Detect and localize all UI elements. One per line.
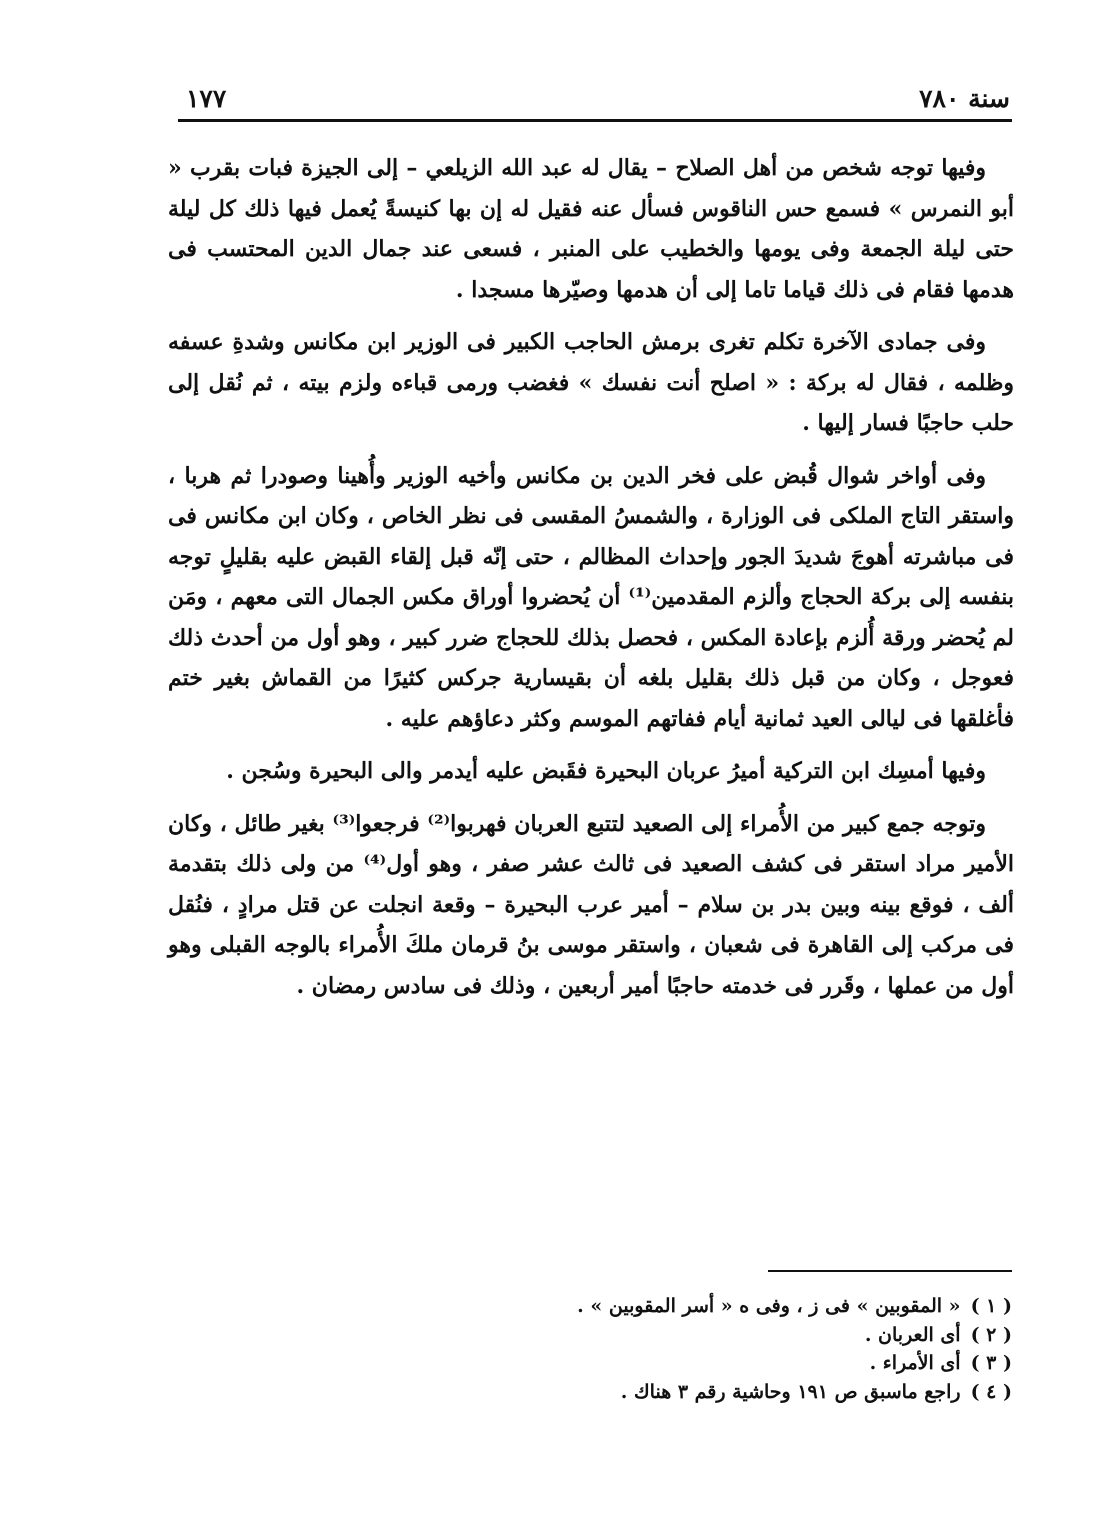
paragraph: وفيها توجه شخص من أهل الصلاح – يقال له عبد الله الزيلعي – إلى الجيزة فبات بقرب « أبو النمرس » فسمع حس الناقوس فسأل عنه فقيل له إن بها كنيسةً يُعمل فيها ذلك كل ليلة حتى ليلة الجمعة وفى يومها والخطيب على المنبر ، فسعى عند جمال الدين المحتسب فى هدمها فقام فى ذلك قياما تاما إلى أن هدمها وصيّرها مسجدا . (168, 155, 1014, 303)
paragraph: وفيها أمسِك ابن التركية أميرُ عربان البحيرة فقَبض عليه أيدمر والى البحيرة وسُجن . (226, 758, 986, 784)
main-text (168, 148, 1014, 1018)
footnote (400, 1349, 1012, 1378)
header-rule (178, 119, 1012, 122)
year-label: سنة ٧٨٠ (919, 84, 1010, 113)
footnote (400, 1292, 1012, 1321)
footnote-number: ( ١ ) (970, 1295, 1012, 1317)
page-header (178, 80, 1010, 120)
footnote-text: أى الأمراء . (869, 1352, 961, 1374)
footnote (400, 1321, 1012, 1350)
paragraph: وتوجه جمع كبير من الأُمراء إلى الصعيد لتتبع العربان فهربوا⁽²⁾ فرجعوا⁽³⁾ بغير طائل ، وكان الأمير مراد استقر فى كشف الصعيد فى ثالث عشر صفر ، وهو أول⁽⁴⁾ من ولى ذلك بتقدمة ألف ، فوقع بينه وبين بدر بن سلام – أمير عرب البحيرة – وقعة انجلت عن قتل مرادٍ ، فنُقل فى مركب إلى القاهرة فى شعبان ، واستقر موسى بنُ قرمان ملكَ الأُمراء بالوجه القبلى وهو أول من عملها ، وقَرر فى خدمته حاجبًا أمير أربعين ، وذلك فى سادس رمضان . (168, 810, 1014, 999)
paragraph: وفى جمادى الآخرة تكلم تغرى برمش الحاجب الكبير فى الوزير ابن مكانس وشدةِ عسفه وظلمه ، فقال له بركة : « اصلح أنت نفسك » فغضب ورمى قباءه ولزم بيته ، ثم نُقل إلى حلب حاجبًا فسار إليها . (168, 329, 1014, 436)
footnote (400, 1378, 1012, 1407)
footnote-number: ( ٣ ) (970, 1352, 1012, 1374)
footnote-number: ( ٢ ) (970, 1323, 1012, 1346)
page-number: ١٧٧ (186, 84, 227, 113)
footnote-text: « المقوبين » فى ز ، وفى ه « أسر المقوبين » . (577, 1295, 961, 1317)
footnote-text: أى العربان . (864, 1323, 961, 1346)
footnote-text: راجع ماسبق ص ١٩١ وحاشية رقم ٣ هناك . (620, 1380, 961, 1403)
footnote-separator (768, 1270, 1012, 1272)
footnotes (400, 1292, 1012, 1406)
footnote-number: ( ٤ ) (970, 1380, 1012, 1403)
paragraph: وفى أواخر شوال قُبض على فخر الدين بن مكانس وأخيه الوزير وأُهينا وصودرا ثم هربا ، واستقر التاج الملكى فى الوزارة ، والشمسُ المقسى فى نظر الخاص ، وكان ابن مكانس فى فى مباشرته أهوجَ شديدَ الجور وإحداث المظالم ، حتى إنّه قبل إلقاء القبض عليه بقليلٍ توجه بنفسه إلى بركة الحجاج وألزم المقدمين⁽¹⁾ أن يُحضروا أوراق مكس الجمال التى معهم ، ومَن لم يُحضر ورقة أُلزم بإعادة المكس ، فحصل بذلك للحجاج ضرر كبير ، وهو أول من أحدث ذلك فعوجل ، وكان من قبل ذلك بقليل بلغه أن بقيسارية جركس كثيرًا من القماش بغير ختم فأغلقها فى ليالى العيد ثمانية أيام ففاتهم الموسم وكثر دعاؤهم عليه . (168, 462, 1014, 732)
